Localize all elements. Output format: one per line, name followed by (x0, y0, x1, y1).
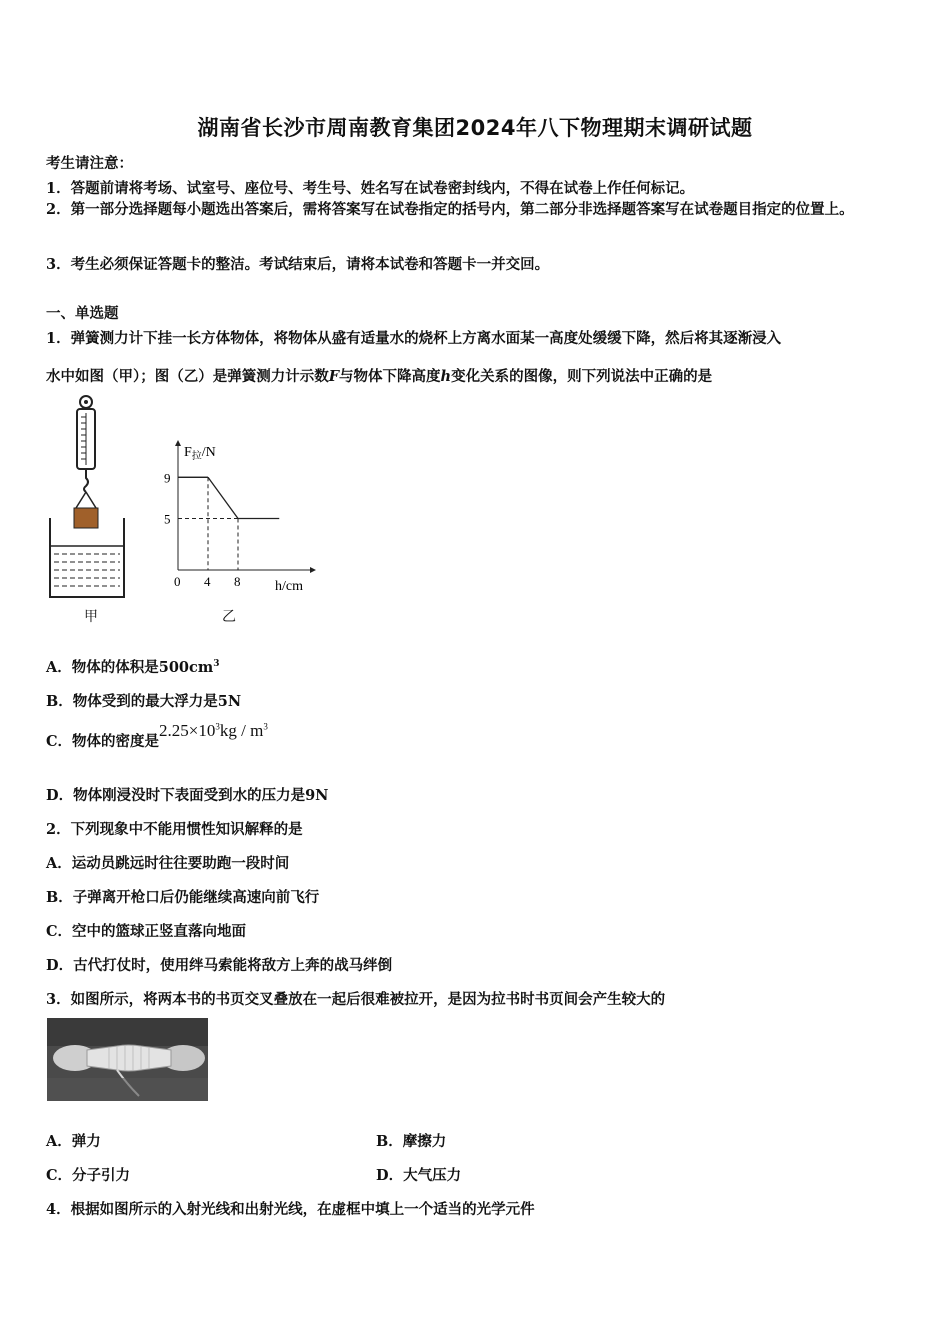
page-title: 湖南省长沙市周南教育集团2024年八下物理期末调研试题 (197, 116, 753, 140)
q2-option-b[interactable]: B．子弹离开枪口后仍能继续高速向前飞行 (46, 889, 320, 906)
x-tick-label: 8 (234, 574, 241, 589)
density-formula: $2.25\times 10^3kg / m^3$ (159, 721, 268, 740)
notice-item-3: 3．考生必须保证答题卡的整洁。考试结束后，请将本试卷和答题卡一并交回。 (46, 256, 550, 273)
notice-heading: 考生请注意： (46, 155, 133, 172)
fig-label-yi: 乙 (222, 609, 236, 625)
q1-stem-part: 与物体下降高度 (339, 368, 441, 385)
books-photo (47, 1018, 208, 1101)
photo-top-shade (47, 1018, 208, 1046)
y-tick-label: 9 (164, 470, 171, 486)
q1-stem-line1: 1．弹簧测力计下挂一长方体物体，将物体从盛有适量水的烧杯上方离水面某一高度处缓缓下降，然后将其逐渐浸入 (46, 330, 782, 347)
q2-option-d[interactable]: D．古代打仗时，使用绊马索能将敌方上奔的战马绊倒 (46, 957, 393, 974)
q4-stem: 4．根据如图所示的入射光线和出射光线，在虚框中填上一个适当的光学元件 (46, 1201, 535, 1218)
series-segment (208, 477, 238, 518)
spring-scale-figure (44, 392, 134, 607)
notice-item-2: 2．第一部分选择题每小题选出答案后，需将答案写在试卷指定的括号内，第二部分非选择题答案写在试卷题目指定的位置上。 (46, 201, 854, 218)
q1-stem-line2 (46, 365, 712, 386)
q3-option-d[interactable]: D．大气压力 (376, 1167, 462, 1184)
x-tick-label: 4 (204, 574, 211, 589)
q1-option-c[interactable] (46, 721, 268, 751)
hang-string-right (86, 492, 96, 508)
x-axis-arrow (310, 567, 316, 573)
q1-var-h: h (440, 368, 452, 385)
scale-hook (84, 469, 88, 492)
fig-label-jia: 甲 (84, 609, 98, 625)
hang-string-left (76, 492, 86, 508)
q1-option-d[interactable]: D．物体刚浸没时下表面受到水的压力是9N (46, 787, 329, 804)
q1-option-c-text: C．物体的密度是 (46, 733, 160, 750)
force-height-chart (150, 438, 325, 598)
q3-stem: 3．如图所示，将两本书的书页交叉叠放在一起后很难被拉开，是因为拉书时书页间会产生较大的 (46, 991, 666, 1008)
interleaved-books (87, 1045, 171, 1071)
y-tick-label: 5 (164, 511, 171, 527)
beaker (50, 518, 124, 597)
section-heading: 一、单选题 (46, 305, 119, 322)
q3-option-c[interactable]: C．分子引力 (46, 1167, 131, 1184)
q1-stem-part: 变化关系的图像，则下列说法中正确的是 (451, 368, 713, 385)
q2-option-c[interactable]: C．空中的篮球正竖直落向地面 (46, 923, 247, 940)
q1-var-f: F (328, 368, 340, 385)
q1-option-a-sup: 3 (213, 659, 220, 670)
x-tick-label: 0 (174, 574, 181, 589)
photo-bottom-shade (47, 1078, 208, 1101)
q1-option-a[interactable] (46, 656, 219, 677)
q1-stem-part: 水中如图（甲）；图（乙）是弹簧测力计示数 (46, 368, 329, 385)
scale-ring-center (84, 400, 88, 404)
y-axis-label: $F_拉/N$ (184, 445, 216, 462)
q1-option-a-text: A．物体的体积是500cm (46, 659, 214, 676)
q1-option-b[interactable]: B．物体受到的最大浮力是5N (46, 693, 242, 710)
y-axis-arrow (175, 440, 181, 446)
q2-option-a[interactable]: A．运动员跳远时往往要助跑一段时间 (46, 855, 290, 872)
notice-item-1: 1．答题前请将考场、试室号、座位号、考生号、姓名写在试卷密封线内，不得在试卷上作任何标记。 (46, 180, 695, 197)
x-axis-label: h/cm (275, 579, 303, 594)
q3-option-b[interactable]: B．摩擦力 (376, 1133, 447, 1150)
block (74, 508, 98, 528)
q3-option-a[interactable]: A．弹力 (46, 1133, 101, 1150)
water-lines (54, 554, 120, 586)
q2-stem: 2．下列现象中不能用惯性知识解释的是 (46, 821, 303, 838)
